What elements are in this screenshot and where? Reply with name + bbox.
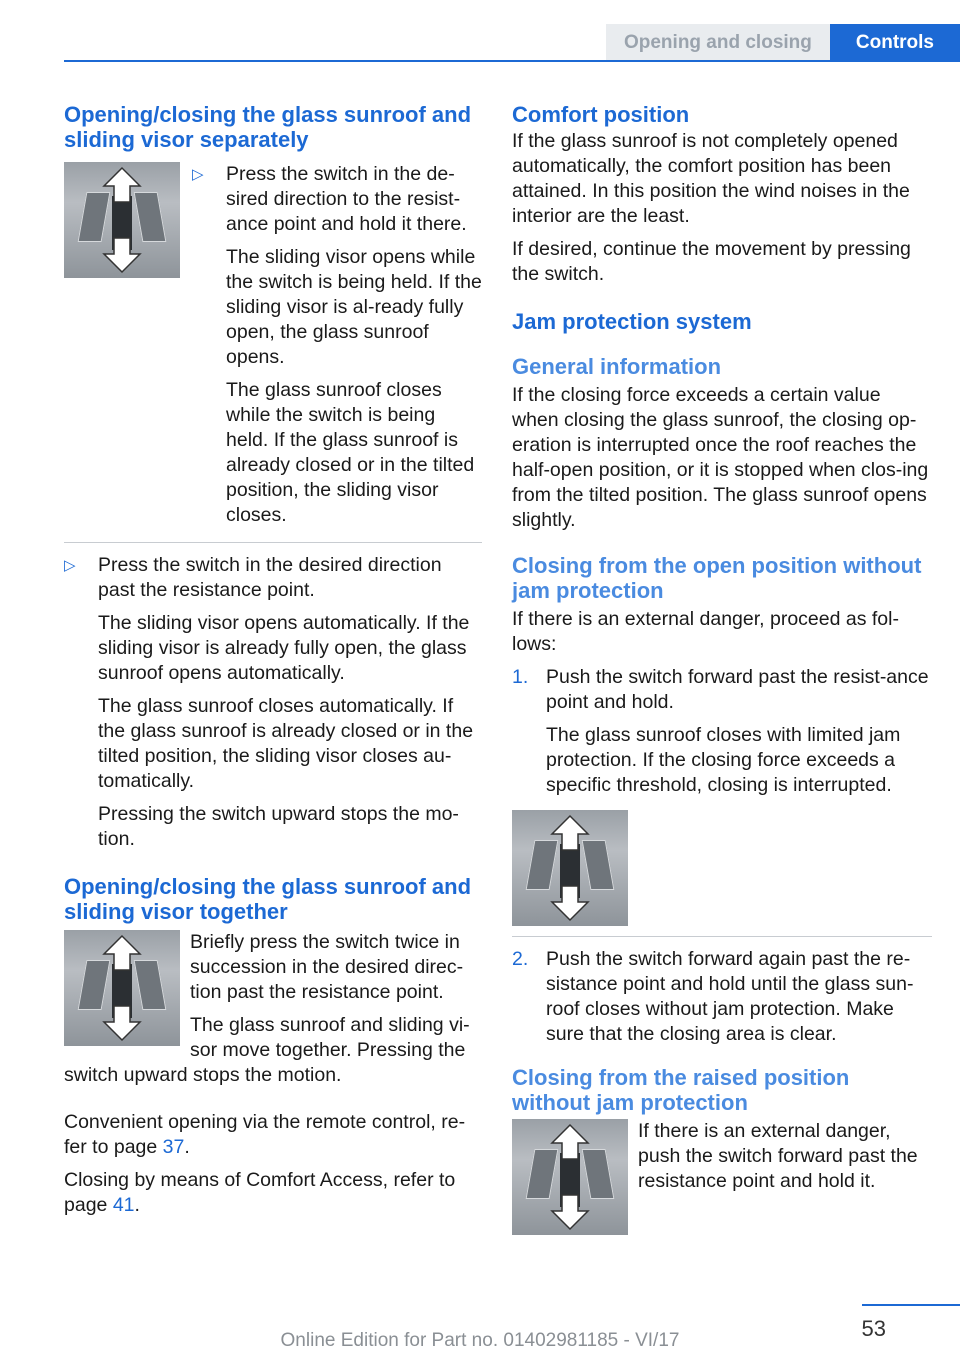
step-1-number: 1. (512, 666, 529, 688)
step1-p1: Push the switch forward past the resist-ance point and hold. (546, 666, 929, 713)
heading-raised-position: Closing from the raised position without jam protection (512, 1065, 850, 1115)
right-column (512, 102, 932, 1241)
remote-ref: Convenient opening via the remote control, re-fer to page 37. (64, 1111, 466, 1158)
general-p: If the closing force exceeds a certain value when closing the glass sunroof, the closing op-eration is interrupted once the roof reaches the half-open position, or it is stopped when clos-ing from the tilted position. The glass sunroof opens slightly. (512, 384, 929, 531)
open-p: If there is an external danger, proceed as fol-lows: (512, 608, 899, 655)
comfort-ref: Closing by means of Comfort Access, refer to page 41. (64, 1169, 456, 1216)
item2-p2: The sliding visor opens automatically. If the sliding visor is already fully open, the glass sunroof opens automatically. (98, 612, 470, 684)
sunroof-switch-image (512, 810, 628, 926)
footer-edition: Online Edition for Part no. 01402981185 - VI/17 (280, 1330, 680, 1351)
raised-block (512, 1119, 932, 1241)
comfort-p2: If desired, continue the movement by pressing the switch. (512, 238, 911, 285)
triangle-right-icon: ▷ (192, 166, 204, 183)
divider (512, 936, 932, 937)
step-2 (512, 947, 932, 1047)
sunroof-switch-image (64, 930, 180, 1046)
comfort-p1: If the glass sunroof is not completely opened automatically, the comfort position has been attained. In this position the wind noises in the interior are the least. (512, 130, 910, 227)
item2-p4: Pressing the switch upward stops the mo-tion. (98, 803, 459, 850)
step1-p2: The glass sunroof closes with limited jam protection. If the closing force exceeds a specific threshold, closing is interrupted. (546, 724, 901, 796)
item2-p3: The glass sunroof closes automatically. If the glass sunroof is already closed or in the tilted position, the sliding visor closes au-tomatically. (98, 695, 474, 792)
header-section-tab[interactable]: Opening and closing (606, 24, 830, 60)
up-down-arrow-icon (64, 162, 180, 278)
item2-p1: Press the switch in the desired direction past the resistance point. (98, 554, 442, 601)
together-block (64, 930, 482, 1096)
item1-p2: The sliding visor opens while the switch is being held. If the sliding visor is al-ready fully open, the glass sunroof opens. (226, 246, 482, 368)
item1-p3: The glass sunroof closes while the switch is being held. If the glass sunroof is already closed or in the tilted position, the sliding visor closes. (226, 379, 475, 526)
raised-p: If there is an external danger, push the switch forward past the resistance point and hold it. (638, 1120, 918, 1192)
page-link-37[interactable]: 37 (162, 1136, 185, 1158)
sunroof-switch-image (64, 162, 180, 278)
item-1 (64, 162, 482, 536)
heading-jam-protection: Jam protection system (512, 309, 752, 334)
item1-p1: Press the switch in the de-sired direction to the resist-ance point and hold it there. (226, 163, 467, 235)
footer-rule (862, 1304, 960, 1306)
page-link-41[interactable]: 41 (112, 1194, 135, 1216)
header-rule (64, 60, 960, 62)
heading-separately: Opening/closing the glass sunroof and sliding visor separately (64, 102, 472, 152)
step-1 (512, 665, 932, 798)
heading-general-info: General information (512, 354, 722, 379)
together-p1: Briefly press the switch twice in succession in the desired direc-tion past the resistance point. (190, 931, 464, 1003)
step-2-number: 2. (512, 948, 529, 970)
heading-comfort-position: Comfort position (512, 102, 690, 127)
step2-p1: Push the switch forward again past the re-sistance point and hold until the glass sun-roof closes without jam protection. Make sure that the closing area is clear. (546, 948, 914, 1045)
up-down-arrow-icon (512, 1119, 628, 1235)
sunroof-switch-image (512, 1119, 628, 1235)
page-header (606, 24, 960, 60)
together-p2: The glass sunroof and sliding vi-sor move together. Pressing the switch upward stops the motion. (64, 1014, 470, 1086)
item-2 (64, 553, 482, 852)
header-chapter-tab[interactable]: Controls (830, 24, 960, 60)
heading-open-position: Closing from the open position without jam protection (512, 553, 922, 603)
triangle-right-icon: ▷ (64, 557, 76, 574)
up-down-arrow-icon (64, 930, 180, 1046)
heading-together: Opening/closing the glass sunroof and sliding visor together (64, 874, 472, 924)
page-number: 53 (861, 1316, 886, 1341)
divider (64, 542, 482, 543)
up-down-arrow-icon (512, 810, 628, 926)
left-column (64, 102, 482, 1226)
